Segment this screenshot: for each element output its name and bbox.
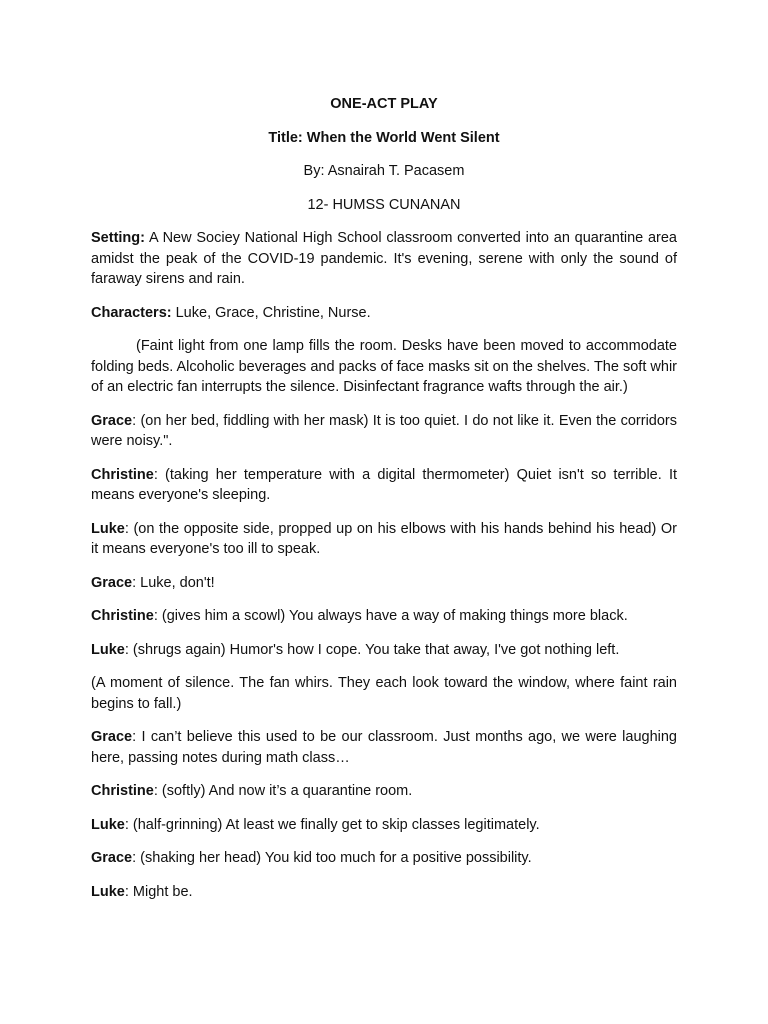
speaker-name: Christine <box>91 466 154 483</box>
dialogue-line <box>91 882 677 903</box>
dialogue-text: : (on the opposite side, propped up on his elbows with his hands behind his head) Or it means everyone's too ill to speak. <box>91 520 677 557</box>
characters-paragraph <box>91 303 677 324</box>
speaker-name: Christine <box>91 608 154 624</box>
speaker-name: Grace <box>91 574 133 591</box>
speaker-name: Christine <box>91 783 154 799</box>
speaker-name: Grace <box>91 850 133 866</box>
dialogue-line <box>91 606 677 627</box>
play-title: Title: When the World Went Silent <box>268 129 500 146</box>
dialogue-text: : Luke, don't! <box>132 574 215 591</box>
speaker-name: Luke <box>91 816 125 833</box>
author-line: By: Asnairah T. Pacasem <box>303 163 465 179</box>
speaker-name: Grace <box>91 729 133 745</box>
dialogue-line <box>91 815 677 836</box>
dialogue-line <box>91 411 677 452</box>
dialogue-line <box>91 781 677 802</box>
dialogue-text: : (half-grinning) At least we finally get to skip classes legitimately. <box>124 816 540 833</box>
dialogue-line <box>91 519 677 560</box>
section-line: 12- HUMSS CUNANAN <box>307 196 461 213</box>
setting-paragraph <box>91 228 677 290</box>
stage-direction: (A moment of silence. The fan whirs. They each look toward the window, where faint rain begins to fall.) <box>91 675 677 712</box>
dialogue-line <box>91 640 677 661</box>
dialogue-text: : I can’t believe this used to be our classroom. Just months ago, we were laughing here, passing notes during math class… <box>91 729 677 766</box>
speaker-name: Luke <box>91 520 125 537</box>
dialogue-text: : (on her bed, fiddling with her mask) It is too quiet. I do not like it. Even the corridors were noisy.". <box>91 412 677 449</box>
dialogue-text: : (shaking her head) You kid too much for a positive possibility. <box>132 850 532 866</box>
characters-text: Luke, Grace, Christine, Nurse. <box>171 304 371 321</box>
stage-direction: (Faint light from one lamp fills the room. Desks have been moved to accommodate folding beds. Alcoholic beverages and packs of face masks sit on the shelves. The soft whir of an electric fan interrupts the silence. Disinfectant fragrance wafts through the air.) <box>91 338 677 395</box>
setting-text: A New Sociey National High School classroom converted into an quarantine area amidst the peak of the COVID-19 pandemic. It's evening, serene with only the sound of faraway sirens and rain. <box>91 230 677 287</box>
setting-label: Setting: <box>91 230 145 246</box>
speaker-name: Luke <box>91 883 125 900</box>
characters-label: Characters: <box>91 304 172 321</box>
dialogue-line <box>91 465 677 506</box>
dialogue-line <box>91 848 677 869</box>
speaker-name: Grace <box>91 412 133 429</box>
speaker-name: Luke <box>91 641 125 658</box>
dialogue-text: : (gives him a scowl) You always have a way of making things more black. <box>153 608 628 624</box>
dialogue-text: : Might be. <box>124 883 193 900</box>
dialogue-line <box>91 727 677 768</box>
dialogue-text: : (taking her temperature with a digital thermometer) Quiet isn't so terrible. It means everyone's sleeping. <box>91 466 677 503</box>
dialogue-text: : (shrugs again) Humor's how I cope. You take that away, I've got nothing left. <box>124 641 620 658</box>
play-type-heading: ONE-ACT PLAY <box>330 96 438 112</box>
dialogue-text: : (softly) And now it’s a quarantine room. <box>153 783 413 799</box>
dialogue-line <box>91 573 677 594</box>
